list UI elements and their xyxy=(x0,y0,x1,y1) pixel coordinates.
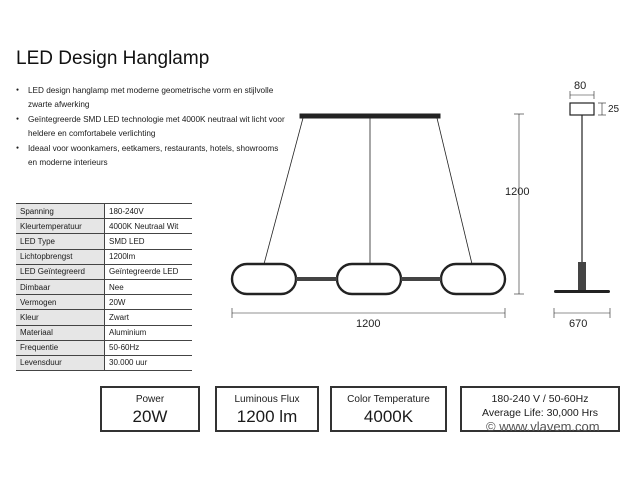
side-stem xyxy=(578,262,586,290)
connector-bar xyxy=(401,277,441,281)
temp-value: 4000K xyxy=(363,407,414,426)
spec-key: LED Geïntegreerd xyxy=(16,264,105,279)
spec-value: Geïntegreerde LED xyxy=(105,264,193,279)
feature-item: ● Geïntegreerde SMD LED technologie met 4000K neutraal wit licht voor heldere en comfortabele verlichting xyxy=(16,113,286,140)
flux-value: 1200 lm xyxy=(236,407,298,426)
page-title: LED Design Hanglamp xyxy=(16,48,210,69)
power-value: 20W xyxy=(132,407,168,426)
lifetime-line: Average Life: 30,000 Hrs xyxy=(482,407,598,419)
spec-key: LED Type xyxy=(16,234,105,249)
spec-value: Zwart xyxy=(105,310,193,325)
spec-key: Kleur xyxy=(16,310,105,325)
canopy-width-label: 80 xyxy=(574,80,587,92)
spec-value: 1200lm xyxy=(105,249,193,264)
canopy-height-label: 25 xyxy=(608,104,620,115)
side-lamp-body xyxy=(554,290,610,293)
spec-key: Kleurtemperatuur xyxy=(16,219,105,234)
spec-value: 50-60Hz xyxy=(105,340,193,355)
connector-bar xyxy=(296,277,337,281)
voltage-line: 180-240 V / 50-60Hz xyxy=(491,393,589,405)
spec-key: Lichtopbrengst xyxy=(16,249,105,264)
spec-key: Levensduur xyxy=(16,355,105,370)
flux-label: Luminous Flux xyxy=(234,394,300,405)
spec-value: 30.000 uur xyxy=(105,355,193,370)
spec-key: Frequentie xyxy=(16,340,105,355)
suspension-wire xyxy=(264,118,303,264)
spec-key: Materiaal xyxy=(16,325,105,340)
watermark: © www.vlavem.com xyxy=(486,419,600,434)
height-label: 1200 xyxy=(505,186,530,198)
spec-key: Dimbaar xyxy=(16,279,105,294)
spec-key: Vermogen xyxy=(16,295,105,310)
spec-value: 180-240V xyxy=(105,204,193,219)
lamp-ring-right xyxy=(441,264,505,294)
spec-value: Nee xyxy=(105,279,193,294)
spec-value: 20W xyxy=(105,295,193,310)
spec-value: Aluminium xyxy=(105,325,193,340)
flux-badge xyxy=(215,386,319,432)
side-width-label: 670 xyxy=(569,318,588,330)
spec-key: Spanning xyxy=(16,204,105,219)
spec-value: 4000K Neutraal Wit xyxy=(105,219,193,234)
lamp-ring-center xyxy=(337,264,401,294)
suspension-wire xyxy=(437,118,472,264)
temp-label: Color Temperature xyxy=(347,394,430,405)
power-label: Power xyxy=(135,394,165,405)
lamp-ring-left xyxy=(232,264,296,294)
power-badge xyxy=(100,386,200,432)
side-canopy xyxy=(570,103,594,115)
feature-item: ● Ideaal voor woonkamers, eetkamers, restaurants, hotels, showrooms en moderne interieurs xyxy=(16,142,286,169)
feature-item: ● LED design hanglamp met moderne geometrische vorm en stijlvolle zwarte afwerking xyxy=(16,84,286,111)
width-label: 1200 xyxy=(356,318,381,330)
spec-value: SMD LED xyxy=(105,234,193,249)
ceiling-canopy xyxy=(300,114,440,118)
temp-badge xyxy=(330,386,447,432)
